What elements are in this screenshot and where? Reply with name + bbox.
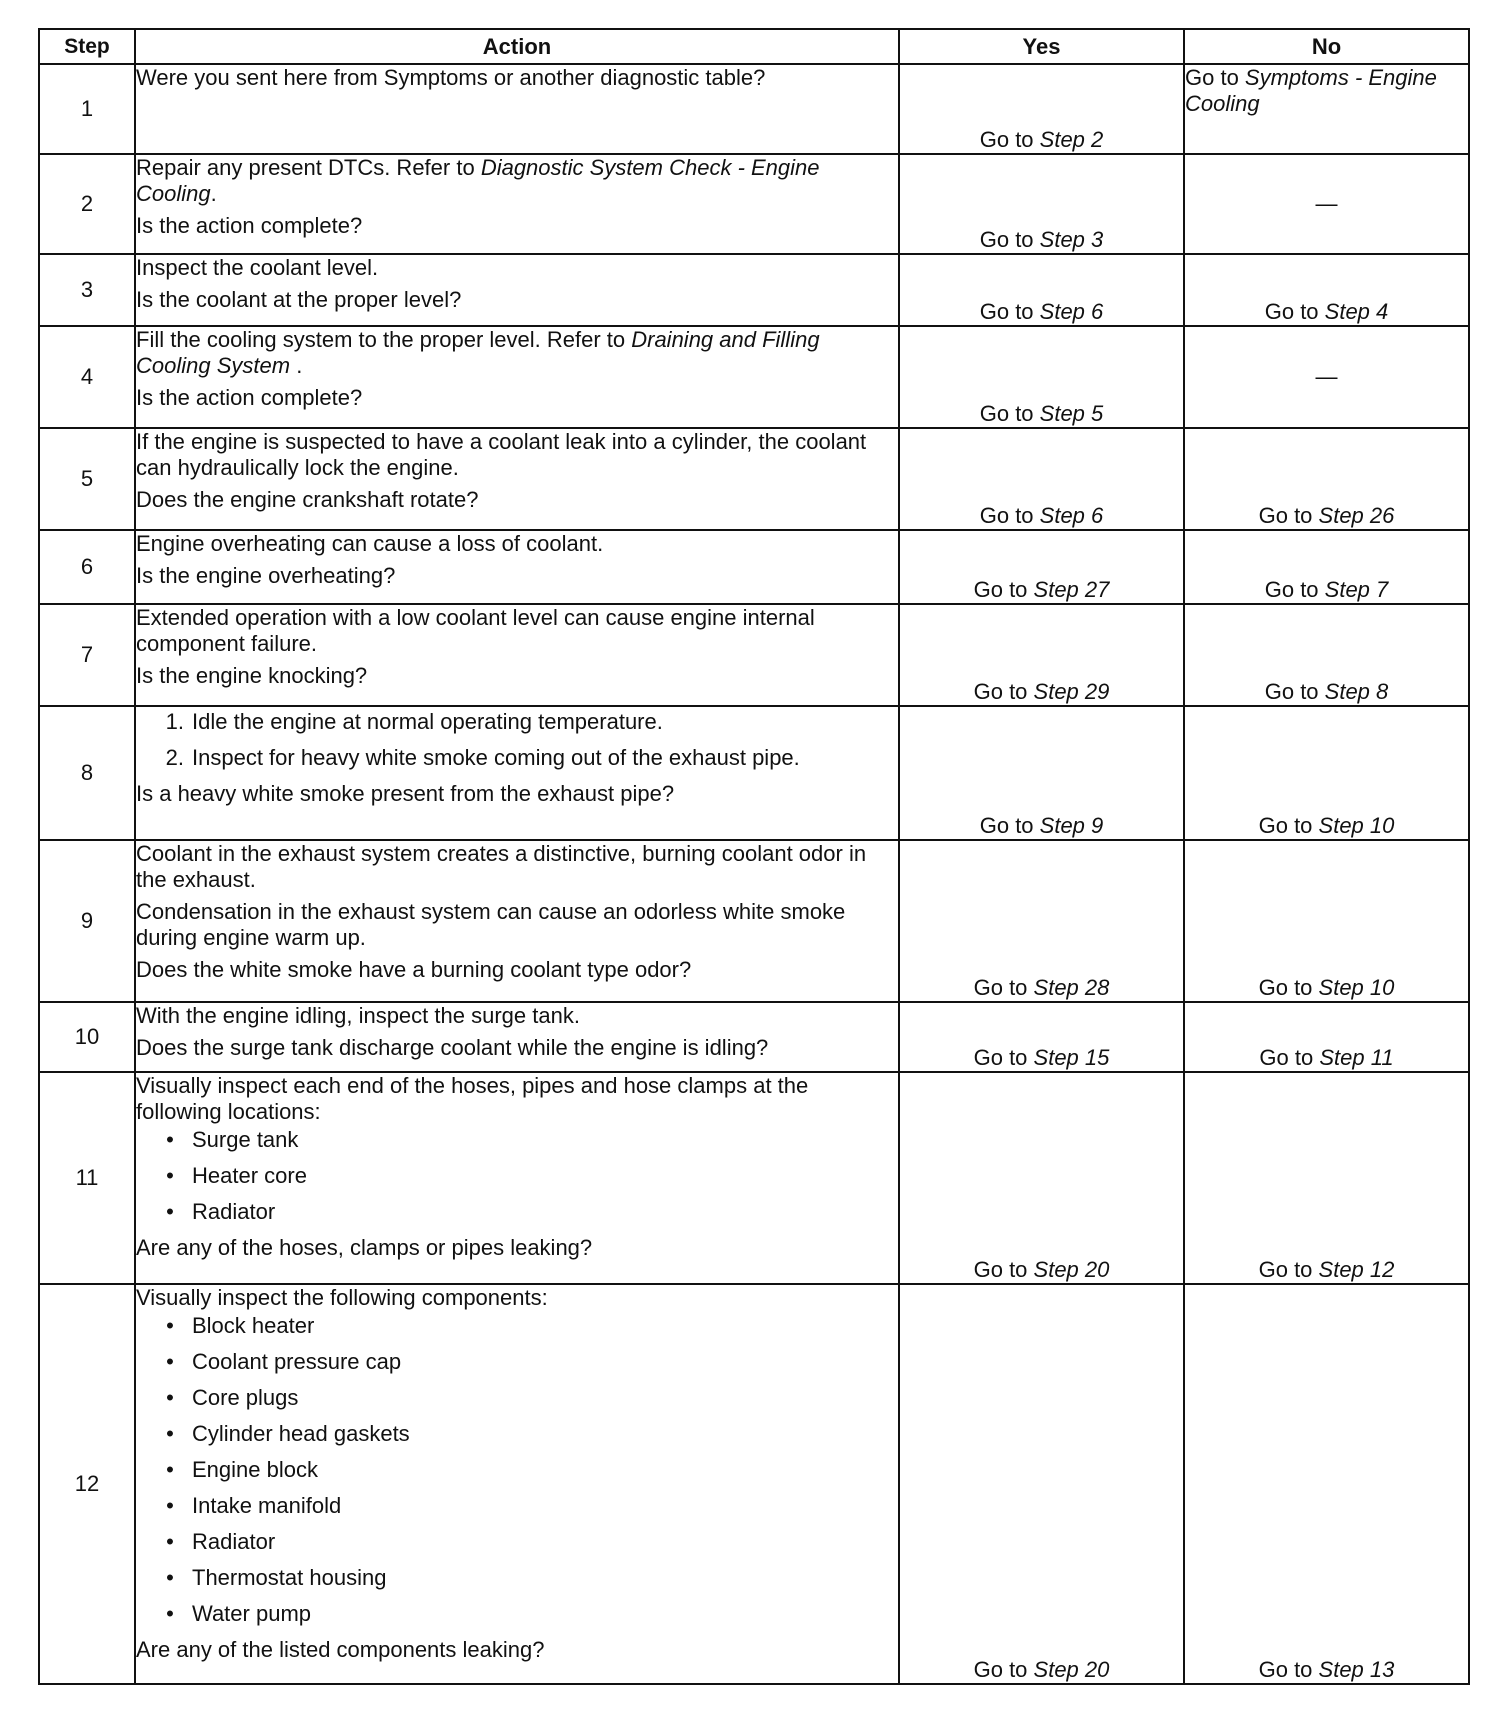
action-cell (135, 326, 899, 428)
action-text: Extended operation with a low coolant level can cause engine internal component failure. (136, 605, 815, 656)
action-cell (135, 154, 899, 254)
yes-prefix: Go to (979, 401, 1040, 426)
list-item-text: Core plugs (192, 1385, 299, 1410)
list-item (136, 1565, 898, 1591)
yes-prefix: Go to (973, 975, 1034, 1000)
action-cell (135, 706, 899, 840)
bullet-glyph: • (166, 1529, 174, 1554)
yes-step-link[interactable]: Step 15 (1033, 1045, 1110, 1070)
action-text-lead: Fill the cooling system to the proper level. Refer to (136, 327, 632, 352)
bullet-glyph: • (166, 1199, 174, 1224)
no-dash: — (1315, 191, 1338, 216)
yes-step-link[interactable]: Step 9 (1039, 813, 1104, 838)
list-number: 1. (165, 709, 184, 734)
list-item-text: Surge tank (192, 1127, 299, 1152)
table-row (39, 326, 1469, 428)
header-action: Action (135, 29, 899, 64)
yes-step-link[interactable]: Step 20 (1033, 1257, 1110, 1282)
no-prefix: Go to (1258, 1657, 1319, 1682)
table-row (39, 840, 1469, 1002)
no-cell (1184, 428, 1469, 530)
list-item-text: Heater core (192, 1163, 307, 1188)
list-item (136, 709, 898, 735)
action-text: Were you sent here from Symptoms or another diagnostic table? (136, 65, 766, 90)
bullet-glyph: • (166, 1163, 174, 1188)
list-item (136, 1529, 898, 1555)
no-cell (1184, 326, 1469, 428)
yes-cell (899, 254, 1184, 326)
action-question: Does the surge tank discharge coolant while the engine is idling? (136, 1035, 769, 1060)
numbered-list (136, 709, 898, 771)
table-row (39, 1072, 1469, 1284)
list-item-text: Block heater (192, 1313, 315, 1338)
table-row (39, 64, 1469, 154)
header-yes: Yes (899, 29, 1184, 64)
list-item-text: Water pump (192, 1601, 312, 1626)
no-step-link[interactable]: Step 10 (1318, 813, 1395, 838)
yes-prefix: Go to (973, 679, 1034, 704)
no-cell (1184, 1072, 1469, 1284)
bullet-glyph: • (166, 1601, 174, 1626)
no-cell (1184, 706, 1469, 840)
action-question: Is a heavy white smoke present from the exhaust pipe? (136, 781, 675, 806)
no-prefix: Go to (1264, 299, 1325, 324)
action-cell (135, 64, 899, 154)
yes-step-link[interactable]: Step 27 (1033, 577, 1110, 602)
bullet-list (136, 1127, 898, 1225)
bullet-glyph: • (166, 1421, 174, 1446)
no-cell (1184, 1284, 1469, 1684)
no-prefix: Go to (1258, 975, 1319, 1000)
bullet-glyph: • (166, 1565, 174, 1590)
action-cell (135, 840, 899, 1002)
table-row (39, 1284, 1469, 1684)
no-cell (1184, 64, 1469, 154)
no-prefix: Go to (1258, 503, 1319, 528)
yes-cell (899, 428, 1184, 530)
header-step: Step (39, 29, 135, 64)
yes-step-link[interactable]: Step 2 (1039, 127, 1104, 152)
action-cell (135, 428, 899, 530)
ref-diagnostic-system-check-link[interactable]: Diagnostic System Check - Engine Cooling (136, 155, 820, 206)
table-row (39, 530, 1469, 604)
no-cell (1184, 840, 1469, 1002)
no-cell (1184, 154, 1469, 254)
table-row (39, 154, 1469, 254)
action-question: Is the coolant at the proper level? (136, 287, 462, 312)
yes-step-link[interactable]: Step 29 (1033, 679, 1110, 704)
action-question: Does the white smoke have a burning coolant type odor? (136, 957, 692, 982)
no-step-link[interactable]: Step 10 (1318, 975, 1395, 1000)
action-cell (135, 1072, 899, 1284)
no-prefix: Go to (1264, 577, 1325, 602)
list-item (136, 1493, 898, 1519)
no-dash: — (1315, 364, 1338, 389)
step-number: 4 (39, 326, 135, 428)
action-cell (135, 604, 899, 706)
list-item-text: Cylinder head gaskets (192, 1421, 410, 1446)
step-number: 8 (39, 706, 135, 840)
action-cell (135, 254, 899, 326)
action-text: Visually inspect each end of the hoses, pipes and hose clamps at the following locations: (136, 1073, 809, 1124)
yes-cell (899, 326, 1184, 428)
yes-step-link[interactable]: Step 28 (1033, 975, 1110, 1000)
no-step-link[interactable]: Step 26 (1318, 503, 1395, 528)
no-step-link[interactable]: Step 7 (1324, 577, 1389, 602)
list-item (136, 1163, 898, 1189)
yes-cell (899, 154, 1184, 254)
list-item-text: Inspect for heavy white smoke coming out of the exhaust pipe. (192, 745, 800, 770)
action-question: Are any of the listed components leaking? (136, 1637, 545, 1662)
yes-cell (899, 64, 1184, 154)
action-question: Is the action complete? (136, 385, 363, 410)
step-number: 10 (39, 1002, 135, 1072)
list-item (136, 1127, 898, 1153)
yes-cell (899, 530, 1184, 604)
header-row (39, 29, 1469, 64)
yes-prefix: Go to (979, 127, 1040, 152)
list-item (136, 1421, 898, 1447)
action-text-tail: . (210, 181, 217, 206)
action-text: Engine overheating can cause a loss of coolant. (136, 531, 604, 556)
yes-prefix: Go to (973, 1657, 1034, 1682)
list-item-text: Radiator (192, 1199, 276, 1224)
list-item (136, 1601, 898, 1627)
list-item-text: Intake manifold (192, 1493, 342, 1518)
yes-cell (899, 604, 1184, 706)
action-text-lead: Repair any present DTCs. Refer to (136, 155, 481, 180)
action-cell (135, 530, 899, 604)
step-number: 2 (39, 154, 135, 254)
list-item-text: Idle the engine at normal operating temperature. (192, 709, 663, 734)
list-item (136, 745, 898, 771)
yes-step-link[interactable]: Step 5 (1039, 401, 1104, 426)
no-prefix: Go to (1185, 65, 1245, 90)
yes-cell (899, 1284, 1184, 1684)
no-step-link[interactable]: Step 4 (1324, 299, 1389, 324)
list-item (136, 1199, 898, 1225)
yes-cell (899, 1072, 1184, 1284)
list-item (136, 1349, 898, 1375)
action-text: Inspect the coolant level. (136, 255, 379, 280)
list-item-text: Coolant pressure cap (192, 1349, 402, 1374)
step-number: 3 (39, 254, 135, 326)
no-step-link[interactable]: Step 11 (1319, 1045, 1394, 1070)
yes-step-link[interactable]: Step 20 (1033, 1657, 1110, 1682)
list-item-text: Thermostat housing (192, 1565, 387, 1590)
no-cell (1184, 604, 1469, 706)
no-symptoms-link[interactable]: Symptoms - Engine Cooling (1185, 65, 1437, 116)
table-row (39, 706, 1469, 840)
action-text-tail: . (290, 353, 303, 378)
action-question: Is the engine knocking? (136, 663, 368, 688)
step-number: 9 (39, 840, 135, 1002)
bullet-list (136, 1313, 898, 1627)
list-item (136, 1385, 898, 1411)
yes-cell (899, 1002, 1184, 1072)
yes-prefix: Go to (979, 503, 1040, 528)
yes-prefix: Go to (979, 813, 1040, 838)
yes-step-link[interactable]: Step 3 (1039, 227, 1104, 252)
action-text: Condensation in the exhaust system can cause an odorless white smoke during engine warm up. (136, 899, 846, 950)
step-number: 1 (39, 64, 135, 154)
ref-draining-filling-link[interactable]: Draining and Filling Cooling System (136, 327, 820, 378)
yes-prefix: Go to (973, 1257, 1034, 1282)
bullet-glyph: • (166, 1313, 174, 1338)
list-item (136, 1457, 898, 1483)
bullet-glyph: • (166, 1385, 174, 1410)
bullet-glyph: • (166, 1127, 174, 1152)
no-prefix: Go to (1258, 1257, 1319, 1282)
table-row (39, 428, 1469, 530)
diagnostic-table (38, 28, 1470, 1685)
yes-step-link[interactable]: Step 6 (1039, 503, 1104, 528)
no-cell (1184, 254, 1469, 326)
action-text: With the engine idling, inspect the surge tank. (136, 1003, 580, 1028)
bullet-glyph: • (166, 1457, 174, 1482)
action-question: Is the action complete? (136, 213, 363, 238)
no-prefix: Go to (1264, 679, 1325, 704)
action-text (136, 327, 898, 379)
step-number: 6 (39, 530, 135, 604)
action-cell (135, 1284, 899, 1684)
action-question: Is the engine overheating? (136, 563, 396, 588)
action-text (136, 155, 898, 207)
action-text: Coolant in the exhaust system creates a distinctive, burning coolant odor in the exhaust. (136, 841, 867, 892)
yes-prefix: Go to (979, 227, 1040, 252)
yes-prefix: Go to (973, 1045, 1034, 1070)
yes-prefix: Go to (973, 577, 1034, 602)
header-no: No (1184, 29, 1469, 64)
step-number: 7 (39, 604, 135, 706)
list-item-text: Engine block (192, 1457, 318, 1482)
no-prefix: Go to (1258, 813, 1319, 838)
action-question: Are any of the hoses, clamps or pipes leaking? (136, 1235, 593, 1260)
no-cell (1184, 530, 1469, 604)
no-prefix: Go to (1259, 1045, 1320, 1070)
bullet-glyph: • (166, 1493, 174, 1518)
action-text: Visually inspect the following components: (136, 1285, 548, 1310)
yes-step-link[interactable]: Step 6 (1039, 299, 1104, 324)
no-step-link[interactable]: Step 12 (1318, 1257, 1395, 1282)
bullet-glyph: • (166, 1349, 174, 1374)
no-step-link[interactable]: Step 13 (1318, 1657, 1395, 1682)
action-question: Does the engine crankshaft rotate? (136, 487, 479, 512)
action-text: If the engine is suspected to have a coolant leak into a cylinder, the coolant can hydraulically lock the engine. (136, 429, 867, 480)
step-number: 5 (39, 428, 135, 530)
list-item-text: Radiator (192, 1529, 276, 1554)
yes-cell (899, 840, 1184, 1002)
table-row (39, 604, 1469, 706)
step-number: 11 (39, 1072, 135, 1284)
yes-cell (899, 706, 1184, 840)
list-number: 2. (165, 745, 184, 770)
action-cell (135, 1002, 899, 1072)
table-row (39, 254, 1469, 326)
table-row (39, 1002, 1469, 1072)
yes-prefix: Go to (979, 299, 1040, 324)
no-cell (1184, 1002, 1469, 1072)
no-step-link[interactable]: Step 8 (1324, 679, 1389, 704)
step-number: 12 (39, 1284, 135, 1684)
list-item (136, 1313, 898, 1339)
